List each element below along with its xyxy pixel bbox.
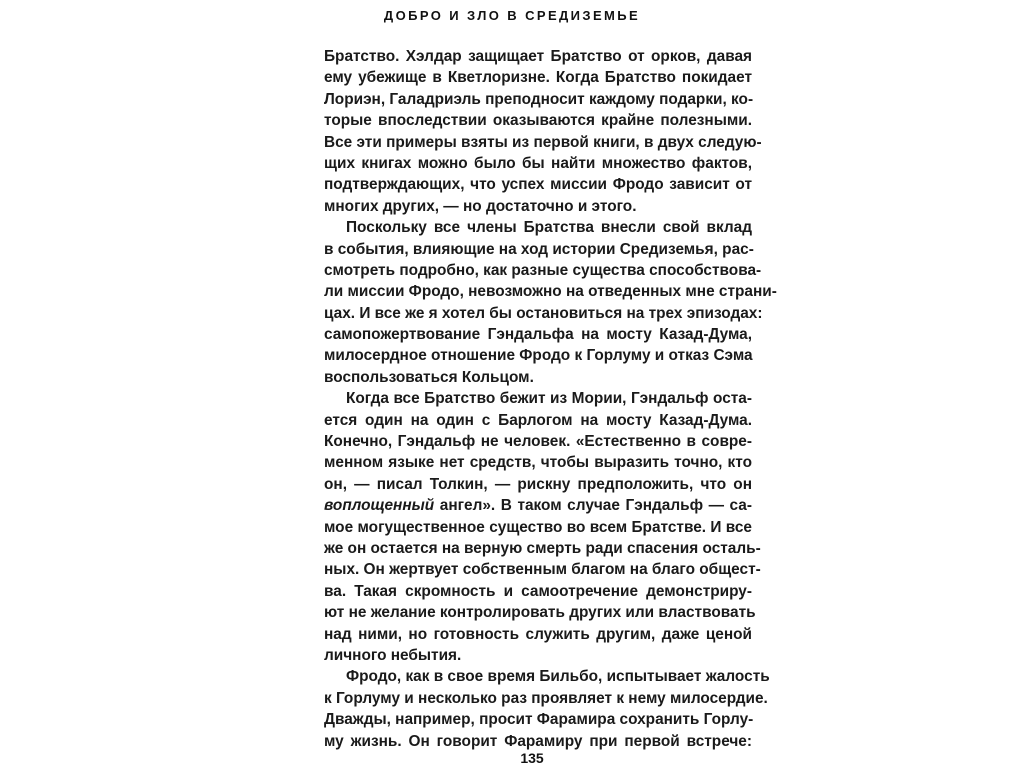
text-line: Дважды, например, просит Фарамира сохранить Горлу-: [324, 711, 754, 729]
text-line: ему убежище в Кветлоризне. Когда Братство покидает: [324, 69, 752, 87]
text-line: ется один на один с Барлогом на мосту Казад-Дума.: [324, 411, 752, 429]
text-line-with-italic: [324, 495, 752, 516]
text-line: самопожертвование Гэндальфа на мосту Казад-Дума,: [324, 326, 752, 344]
text-line: многих других, — но достаточно и этого.: [324, 197, 637, 215]
text-line: над ними, но готовность служить другим, даже ценой: [324, 625, 752, 643]
italic-emphasis: воплощенный: [324, 497, 435, 515]
text-line: ных. Он жертвует собственным благом на благо общест-: [324, 561, 761, 579]
text-line: личного небытия.: [324, 646, 462, 664]
text-line: торые впоследствии оказываются крайне полезными.: [324, 112, 752, 130]
text-line: милосердное отношение Фродо к Горлуму и отказ Сэма: [324, 347, 753, 365]
text-line: менном языке нет средств, чтобы выразить точно, кто: [324, 454, 752, 472]
text-line: к Горлуму и несколько раз проявляет к нему милосердие.: [324, 689, 768, 707]
text-line: щих книгах можно было бы найти множество фактов,: [324, 154, 752, 172]
text-line: смотреть подробно, как разные существа способствова-: [324, 261, 762, 279]
text-line: он, — писал Толкин, — рискну предположить, что он: [324, 475, 752, 493]
paragraph-first-line: Когда все Братство бежит из Мории, Гэндальф оста-: [346, 390, 752, 408]
paragraph-first-line: Фродо, как в свое время Бильбо, испытывает жалость: [346, 668, 770, 686]
body-text: [324, 46, 777, 752]
text-line: му жизнь. Он говорит Фарамиру при первой встрече:: [324, 732, 752, 750]
text-line: ют не желание контролировать других или властвовать: [324, 604, 756, 622]
text-line: воспользоваться Кольцом.: [324, 368, 534, 386]
text-line: цах. И все же я хотел бы остановиться на трех эпизодах:: [324, 304, 763, 322]
text-line-rest: ангел». В таком случае Гэндальф — са-: [434, 497, 752, 515]
paragraph-first-line: Поскольку все члены Братства внесли свой вклад: [346, 219, 752, 237]
text-line: Все эти примеры взяты из первой книги, в двух следую-: [324, 133, 762, 151]
running-head: ДОБРО И ЗЛО В СРЕДИЗЕМЬЕ: [383, 8, 641, 23]
text-line: Братство. Хэлдар защищает Братство от орков, давая: [324, 48, 752, 65]
text-line: Конечно, Гэндальф не человек. «Естественно в совре-: [324, 433, 752, 451]
page-number: 135: [520, 750, 544, 766]
text-line: в события, влияющие на ход истории Средиземья, рас-: [324, 240, 754, 258]
text-line: Лориэн, Галадриэль преподносит каждому подарки, ко-: [324, 90, 754, 108]
text-line: мое могущественное существо во всем Братстве. И все: [324, 518, 752, 536]
text-line: же он остается на верную смерть ради спасения осталь-: [324, 539, 761, 557]
text-line: подтверждающих, что успех миссии Фродо зависит от: [324, 176, 752, 194]
text-line: ли миссии Фродо, невозможно на отведенных мне страни-: [324, 283, 777, 301]
text-line: ва. Такая скромность и самоотречение демонстриру-: [324, 582, 752, 600]
